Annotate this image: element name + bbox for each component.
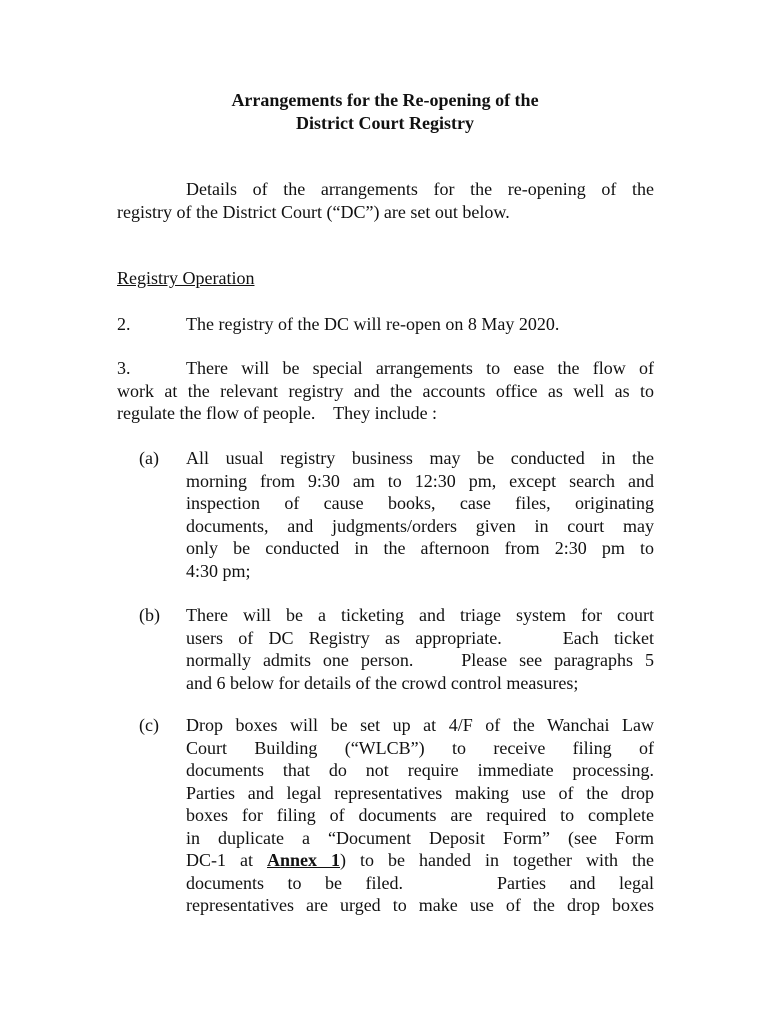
document-title	[0, 89, 770, 135]
list-item-c-line: Parties and legal representatives making use of the drop	[186, 782, 654, 803]
title-line-1: Arrangements for the Re-opening of the	[231, 90, 539, 110]
paragraph-2-text: The registry of the DC will re-open on 8 May 2020.	[186, 314, 560, 334]
list-item-c-line-7-tail: ) to be handed in together with the	[340, 850, 654, 870]
list-item-b-line: normally admits one person. Please see paragraphs 5	[186, 650, 654, 670]
paragraph-2	[117, 313, 654, 336]
list-item-c-line: documents that do not require immediate processing.	[186, 760, 654, 780]
list-item-a-line: only be conducted in the afternoon from 2:30 pm to	[186, 538, 654, 558]
intro-line-1: Details of the arrangements for the re-opening of the	[186, 179, 654, 199]
list-item-c-line: Drop boxes will be set up at 4/F of the Wanchai Law	[186, 715, 654, 735]
list-item-b-text	[186, 604, 654, 694]
list-item-c-label: (c)	[139, 715, 159, 735]
section-heading-registry-operation: Registry Operation	[117, 268, 255, 288]
list-item-a-line: documents, and judgments/orders given in court may	[186, 515, 654, 536]
list-item-c-line: boxes for filing of documents are required to complete	[186, 805, 654, 825]
list-item-b-line: users of DC Registry as appropriate. Each ticket	[186, 627, 654, 648]
list-item-c-line: in duplicate a “Document Deposit Form” (see Form	[186, 827, 654, 848]
paragraph-3-line-2: work at the relevant registry and the accounts office as well as to	[117, 380, 654, 401]
list-item-a-line: inspection of cause books, case files, originating	[186, 493, 654, 513]
list-item-b-line: There will be a ticketing and triage system for court	[186, 605, 654, 625]
list-item-c-line-7-head: DC-1 at	[186, 850, 267, 870]
list-item-b-line: and 6 below for details of the crowd control measures;	[186, 672, 579, 693]
list-item-a-line: 4:30 pm;	[186, 560, 251, 581]
paragraph-3-line-3: regulate the flow of people. They include :	[117, 403, 438, 423]
intro-paragraph	[117, 178, 654, 223]
paragraph-3	[117, 357, 654, 425]
title-line-2: District Court Registry	[296, 113, 474, 133]
list-item-a-line: morning from 9:30 am to 12:30 pm, except search and	[186, 470, 654, 491]
annex-1-link[interactable]: Annex 1	[267, 850, 341, 870]
list-item-a-line: All usual registry business may be conducted in the	[186, 448, 654, 468]
intro-line-2: registry of the District Court (“DC”) are set out below.	[117, 201, 510, 222]
paragraph-3-number: 3.	[117, 358, 131, 378]
list-item-c-line-annex	[186, 849, 654, 872]
list-item-c-text	[186, 714, 654, 917]
list-item-a-label: (a)	[139, 448, 159, 468]
paragraph-2-number: 2.	[117, 314, 131, 334]
list-item-c-line: documents to be filed. Parties and legal	[186, 872, 654, 893]
list-item-c-line: representatives are urged to make use of the drop boxes	[186, 895, 654, 915]
list-item-a-text	[186, 447, 654, 582]
list-item-c-line: Court Building (“WLCB”) to receive filing of	[186, 737, 654, 758]
list-item-b-label: (b)	[139, 605, 160, 625]
paragraph-3-line-1: There will be special arrangements to ease the flow of	[186, 358, 654, 378]
